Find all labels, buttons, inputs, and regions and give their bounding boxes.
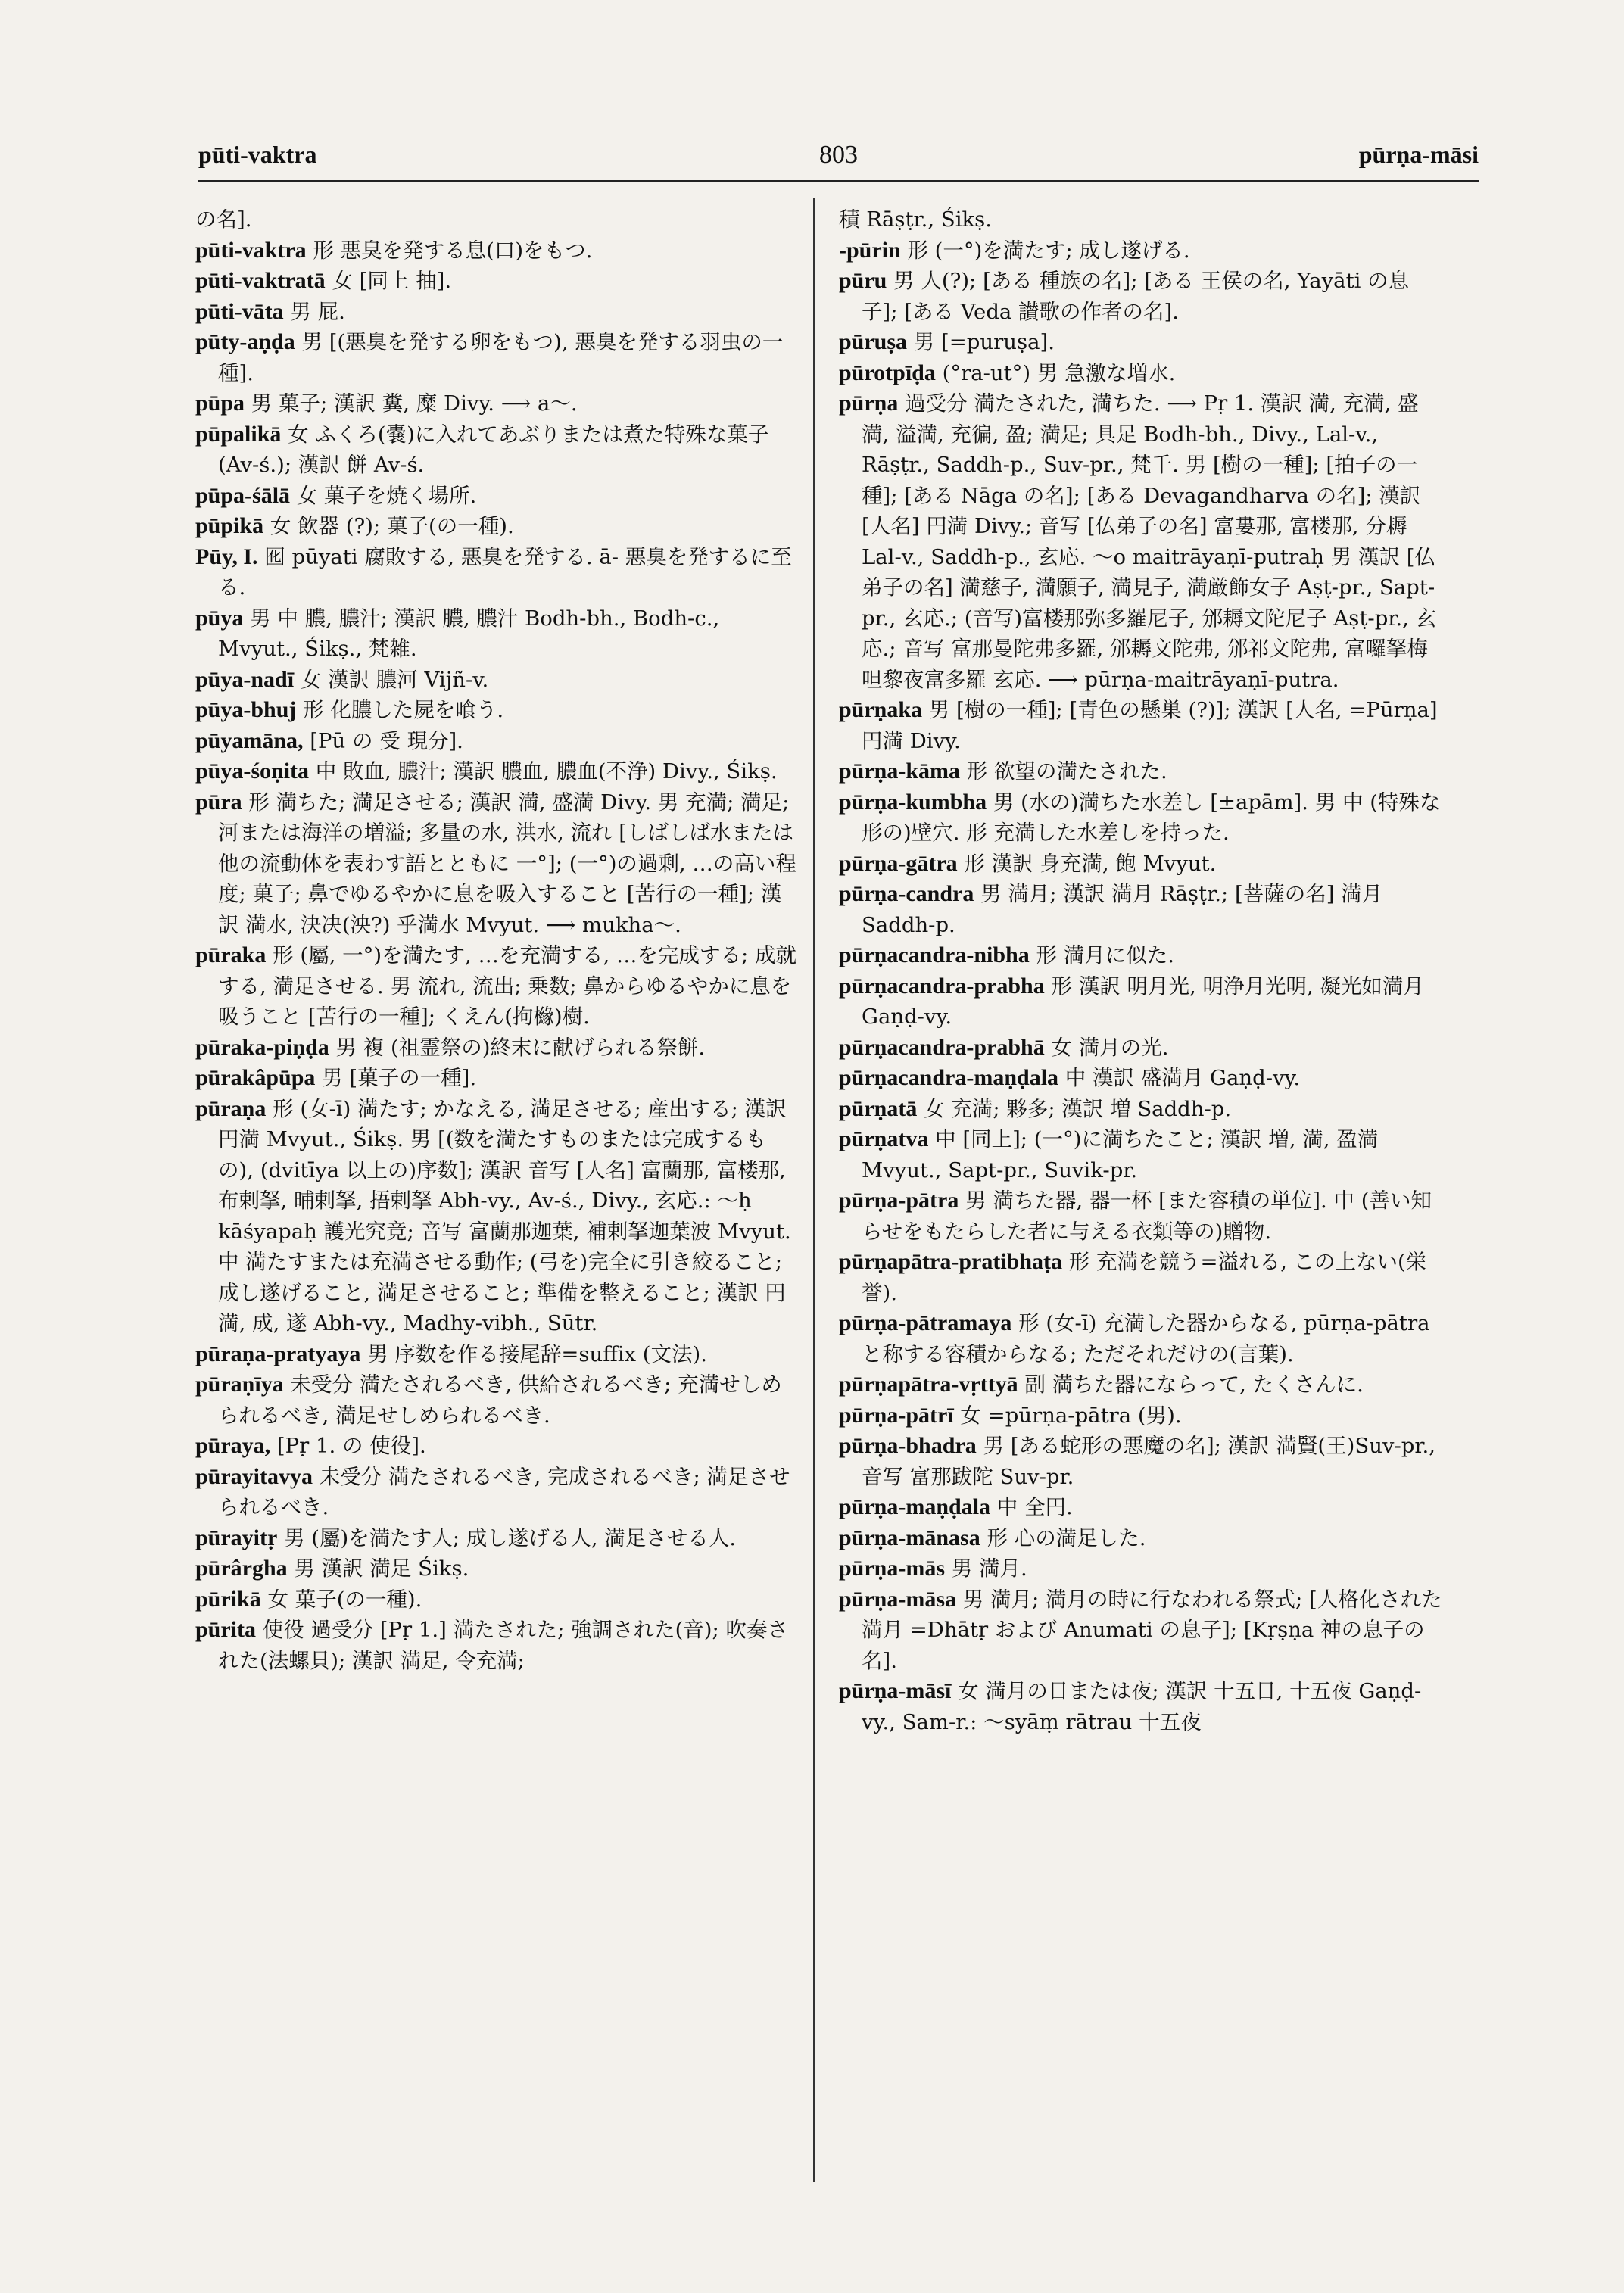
entry-headword: pūpa [195,391,245,416]
entry-definition: (°ra-ut°) 男 急激な増水. [935,360,1176,385]
dictionary-entry [195,1523,801,1554]
entry-definition: 男 満ちた器, 器一杯 [また容積の単位]. 中 (善い知らせをもたらした者に与える衣類等の)贈物. [862,1189,1432,1244]
entry-definition: 女 [同上 抽]. [325,269,452,293]
entry-headword: pūty-aṇḍa [195,329,295,354]
dictionary-entry [195,327,801,388]
entry-definition: 副 満ちた器にならって, たくさんに. [1018,1372,1364,1397]
dictionary-entry [839,235,1445,266]
dictionary-entry [195,603,801,665]
entry-headword: -pūrin [839,237,901,263]
dictionary-entry [195,419,801,481]
entry-definition: 形 欲望の満たされた. [960,759,1167,784]
dictionary-entry [195,940,801,1033]
entry-definition: [Pū の 受 現分]. [303,728,463,753]
entry-definition: 形 漢訳 明月光, 明浄月光明, 凝光如満月 Gaṇḍ-vy. [862,974,1424,1029]
entry-headword: pūraṇa [195,1095,267,1121]
entry-definition: 男 (屬)を満たす人; 成し遂げる人, 満足させる人. [277,1525,736,1550]
entry-definition: 形 満月に似た. [1029,943,1174,967]
entry-headword: pūti-vaktratā [195,268,326,293]
entry-definition: 男 人(?); [ある 種族の名]; [ある 王侯の名, Yayāti の息子]; [ある Veda 讃歌の作者の名]. [862,269,1410,324]
entry-definition: 中 漢訳 盛満月 Gaṇḍ-vy. [1058,1066,1301,1090]
entry-definition: 男 中 膿, 膿汁; 漢訳 膿, 膿汁 Bodh-bh., Bodh-c., Mvyut., Śikṣ., 梵雑. [218,606,720,661]
dictionary-entry [839,1308,1445,1369]
entry-definition: 男 [菓子の一種]. [315,1066,477,1090]
entry-definition: 男 [(悪臭を発する卵をもつ), 悪臭を発する羽虫の一種]. [218,330,784,385]
entry-definition: 中 全円. [990,1495,1073,1519]
dictionary-entry [839,266,1445,327]
dictionary-entry [839,204,1445,235]
entry-headword: pūrṇa-pātramaya [839,1310,1012,1335]
entry-headword: pūrṇa-mās [839,1556,946,1581]
entry-headword: pūraka-piṇḍa [195,1034,329,1060]
entry-headword: pūrakâpūpa [195,1065,316,1090]
dictionary-entry [195,695,801,726]
entry-definition: 中 [同上]; (一°)に満ちたこと; 漢訳 増, 満, 盈満 Mvyut., Sapt-pr., Suvik-pr. [862,1127,1379,1182]
entry-definition: 女 =pūrṇa-pātra (男). [953,1403,1182,1428]
dictionary-entry [195,511,801,542]
dictionary-entry [195,388,801,419]
entry-definition: 形 (一°)を満たす; 成し遂げる. [900,238,1190,263]
entry-definition: 過受分 満たされた, 満ちた. ⟶ Pṛ 1. 漢訳 満, 充満, 盛満, 溢満, 充徧, 盈; 満足; 具足 Bodh-bh., Divy., Lal-v., Rāṣṭr., Saddh-p., Suv-pr., 梵千. 男 [樹の一種]; [拍子の一種]; [ある Nāga の名]; [ある Devagandharva の名]; 漢訳 [人名] 円満 Divy.; 音写 [仏弟子の名] 富婁那, 富楼那, 分耨 Lal-v., Saddh-p., 玄応. 〜o maitrāyaṇī-putraḥ 男 漢訳 [仏弟子の名] 満慈子, 満願子, 満見子, 満厳飾女子 Aṣṭ-pr., Sapt-pr., 玄応.; (音写)富楼那弥多羅尼子, 邠耨文陀尼子 Aṣṭ-pr., 玄応.; 音写 富那曼陀弗多羅, 邠耨文陀弗, 邠祁文陀弗, 富囉拏梅呾黎夜富多羅 玄応. ⟶ pūrṇa-maitrāyaṇī-putra. [862,391,1437,692]
entry-definition: 男 [ある蛇形の悪魔の名]; 漢訳 満賢(王)Suv-pr., 音写 富那跋陀 Suv-pr. [862,1434,1435,1489]
entry-headword: pūrṇaka [839,697,923,722]
entry-definition: 男 漢訳 満足 Śikṣ. [287,1556,469,1581]
dictionary-entry [839,1431,1445,1492]
dictionary-entry [839,1094,1445,1125]
entry-headword: pūpalikā [195,421,282,447]
entry-headword: pūraya, [195,1433,271,1458]
dictionary-entry [839,358,1445,389]
entry-headword: pūya-śoṇita [195,759,310,784]
dictionary-entry [839,1185,1445,1247]
dictionary-entry [195,542,801,603]
dictionary-entry [839,940,1445,971]
entry-headword: pūrṇa-māsa [839,1586,957,1612]
left-running-head: pūti-vaktra [198,141,317,168]
entry-definition: 未受分 満たされるべき, 完成されるべき; 満足させられるべき. [218,1464,790,1519]
dictionary-entry [195,665,801,696]
entry-headword: pūrṇapātra-vṛttyā [839,1372,1018,1397]
entry-headword: pūra [195,789,242,815]
dictionary-entry [839,756,1445,787]
dictionary-entry [195,1063,801,1094]
dictionary-entry [839,1033,1445,1064]
dictionary-entry [195,1553,801,1584]
entry-definition: 形 (女-ī) 充満した器からなる, pūrṇa-pātra と称する容積からなる; ただそれだけの(言葉). [862,1311,1430,1366]
entry-definition: 形 満ちた; 満足させる; 漢訳 満, 盛満 Divy. 男 充満; 満足; 河または海洋の増溢; 多量の水, 洪水, 流れ [しばしば水または他の流動体を表わす語とともに 一°]; (一°)の過剰, …の高い程度; 菓子; 鼻でゆるやかに息を吸入すること [苦行の一種]; 漢訳 満水, 決决(泱?) 乎満水 Mvyut. ⟶ mukha〜. [218,790,796,937]
entry-headword: pūrṇa-gātra [839,850,958,876]
entry-headword: pūrṇa [839,391,899,416]
dictionary-entry [839,1584,1445,1677]
entry-definition: 男 満月. [945,1556,1027,1581]
entry-definition: 女 ふくろ(嚢)に入れてあぶりまたは煮た特殊な菓子 (Av-ś.); 漢訳 餅 Av-ś. [218,422,769,477]
entry-headword: pūrṇa-māsī [839,1678,952,1703]
entry-headword: pūraṇīya [195,1372,284,1397]
entry-definition: 形 悪臭を発する息(口)をもつ. [306,238,593,263]
dictionary-entry [839,971,1445,1033]
right-running-head: pūrṇa-māsi [1358,141,1479,168]
dictionary-entry [839,849,1445,880]
entry-headword: pūpikā [195,513,264,538]
dictionary-entry [839,879,1445,940]
entry-headword: pūrṇa-mānasa [839,1525,980,1550]
entry-definition: 男 満月; 漢訳 満月 Rāṣṭr.; [菩薩の名] 満月 Saddh-p. [862,882,1383,937]
entry-headword: pūrṇacandra-nibha [839,942,1030,967]
entry-definition: 形 漢訳 身充満, 飽 Mvyut. [957,851,1217,876]
column-divider [813,198,815,2182]
entry-definition: 形 化膿した屍を喰う. [296,698,504,722]
dictionary-entry [839,1247,1445,1308]
entry-headword: pūrṇacandra-maṇḍala [839,1065,1059,1090]
entry-headword: pūya [195,605,244,631]
entry-headword: Pūy, I. [195,544,258,569]
entry-definition: 男 (水の)満ちた水差し [±apām]. 男 中 (特殊な形の)壁穴. 形 充満した水差しを持った. [862,790,1441,845]
dictionary-entry [195,1462,801,1523]
entry-headword: pūrṇa-candra [839,881,974,906]
dictionary-entry [839,1369,1445,1400]
dictionary-entry [839,1553,1445,1584]
entry-headword: pūrṇa-bhadra [839,1433,977,1458]
entry-headword: pūrṇa-pātrī [839,1402,954,1428]
dictionary-entry [839,388,1445,695]
entry-definition: 中 敗血, 膿汁; 漢訳 膿血, 膿血(不浄) Divy., Śikṣ. [309,759,778,784]
header-rule [198,180,1479,182]
entry-headword: pūraka [195,942,267,967]
entry-headword: pūru [839,268,887,293]
dictionary-entry [195,1615,801,1676]
entry-definition: 女 菓子(の一種). [260,1587,422,1612]
entry-headword: pūya-bhuj [195,697,297,722]
entry-headword: pūti-vāta [195,298,284,324]
entry-headword: pūrṇacandra-prabhā [839,1034,1045,1060]
entry-definition: 女 飲器 (?); 菓子(の一種). [263,514,514,538]
dictionary-entry [195,1033,801,1064]
entry-definition: 女 満月の日または夜; 漢訳 十五日, 十五夜 Gaṇḍ-vy., Sam-r.: 〜syāṃ rātrau 十五夜 [862,1679,1422,1734]
entry-definition: の名]. [195,207,252,232]
entry-headword: pūya-nadī [195,666,295,692]
dictionary-entry [195,1584,801,1615]
dictionary-entry [839,1063,1445,1094]
entry-headword: pūrṇatva [839,1126,929,1151]
dictionary-entry [195,787,801,941]
right-column [839,204,1445,2188]
entry-headword: pūrṇa-kumbha [839,789,987,815]
dictionary-entry [195,1431,801,1462]
entry-headword: pūrṇapātra-pratibhaṭa [839,1249,1063,1274]
entry-headword: pūpa-śālā [195,482,291,508]
dictionary-entry [195,1369,801,1431]
entry-headword: pūrikā [195,1586,261,1612]
entry-headword: pūraṇa-pratyaya [195,1341,361,1366]
dictionary-entry [839,327,1445,358]
entry-definition: 女 漢訳 膿河 Vijñ-v. [294,667,489,692]
entry-definition: 女 満月の光. [1044,1035,1169,1060]
dictionary-entry [195,481,801,512]
dictionary-entry [195,756,801,787]
entry-definition: 未受分 満たされるべき, 供給されるべき; 充満せしめられるべき, 満足せしめられるべき. [218,1372,782,1428]
entry-headword: pūyamāna, [195,727,304,753]
page-header [198,141,1479,179]
entry-definition: 形 (女-ī) 満たす; かなえる, 満足させる; 産出する; 漢訳 円満 Mvyut., Śikṣ. 男 [(数を満たすものまたは完成するもの), (dvitīya 以上の)序数]; 漢訳 音写 [人名] 富蘭那, 富楼那, 布剌拏, 晡剌拏, 捂剌拏 Abh-vy., Av-ś., Divy., 玄応.: 〜ḥ kāśyapaḥ 護光究竟; 音写 富蘭那迦葉, 補剌拏迦葉波 Mvyut. 中 満たすまたは充満させる動作; (弓を)完全に引き絞ること; 成し遂げること, 満足させること; 準備を整えること; 漢訳 円満, 成, 遂 Abh-vy., Madhy-vibh., Sūtr. [218,1096,791,1335]
dictionary-entry [195,1094,801,1339]
entry-definition: 男 屁. [283,299,345,324]
entry-headword: pūrayitavya [195,1463,313,1489]
entry-headword: pūrṇatā [839,1095,918,1121]
entry-definition: 男 複 (祖霊祭の)終末に献げられる祭餅. [329,1035,706,1060]
entry-definition: 女 菓子を焼く場所. [290,483,477,508]
entry-definition: 男 菓子; 漢訳 糞, 糜 Divy. ⟶ a〜. [245,391,578,416]
entry-headword: pūrṇa-kāma [839,759,961,784]
entry-definition: 形 充満を競う=溢れる, この上ない(栄誉). [862,1250,1427,1305]
entry-headword: pūrayitṛ [195,1525,278,1550]
entry-headword: pūrṇa-pātra [839,1188,959,1213]
entry-definition: 形 (屬, 一°)を満たす, …を充満する, …を完成する; 成就する, 満足させる. 男 流れ, 流出; 乗数; 鼻からゆるやかに息を吸うこと [苦行の一種]; くえん(拘櫞)樹. [218,943,797,1029]
entry-definition: [Pṛ 1. の 使役]. [270,1434,426,1458]
entry-definition: 使役 過受分 [Pṛ 1.] 満たされた; 強調された(音); 吹奏された(法螺貝); 漢訳 満足, 令充満; [218,1618,789,1673]
dictionary-entry [839,695,1445,756]
entry-definition: 男 [樹の一種]; [青色の懸巣 (?)]; 漢訳 [人名, =Pūrṇa] 円満 Divy. [862,698,1438,753]
dictionary-entry [839,1523,1445,1554]
entry-headword: pūrṇa-maṇḍala [839,1494,991,1519]
dictionary-entry [839,1124,1445,1185]
entry-definition: 男 [=puruṣa]. [907,330,1055,354]
left-column [195,204,801,2188]
entry-headword: pūrârgha [195,1556,288,1581]
entry-definition: 男 序数を作る接尾辞=suffix (文法). [360,1341,707,1366]
entry-headword: pūrotpīḍa [839,360,936,385]
entry-definition: 形 心の満足した. [980,1525,1146,1550]
dictionary-entry [195,297,801,328]
dictionary-entry [839,1676,1445,1737]
dictionary-entry [195,1339,801,1370]
page-number: 803 [819,141,858,169]
dictionary-entry [839,1492,1445,1523]
entry-definition: 積 Rāṣṭr., Śikṣ. [839,207,993,232]
dictionary-entry [195,204,801,235]
entry-definition: 囮 pūyati 腐敗する, 悪臭を発する. ā- 悪臭を発するに至る. [218,544,792,600]
entry-headword: pūti-vaktra [195,237,307,263]
dictionary-entry [195,726,801,757]
entry-headword: pūruṣa [839,329,908,354]
entry-definition: 男 満月; 満月の時に行なわれる祭式; [人格化された満月 =Dhātṛ および Anumati の息子]; [Kṛṣṇa 神の息子の名]. [862,1587,1442,1673]
dictionary-entry [839,787,1445,849]
dictionary-entry [195,235,801,266]
entry-definition: 女 充満; 夥多; 漢訳 増 Saddh-p. [917,1096,1232,1121]
dictionary-entry [839,1400,1445,1432]
dictionary-entry [195,266,801,297]
entry-headword: pūrṇacandra-prabha [839,973,1045,999]
entry-headword: pūrita [195,1617,257,1642]
